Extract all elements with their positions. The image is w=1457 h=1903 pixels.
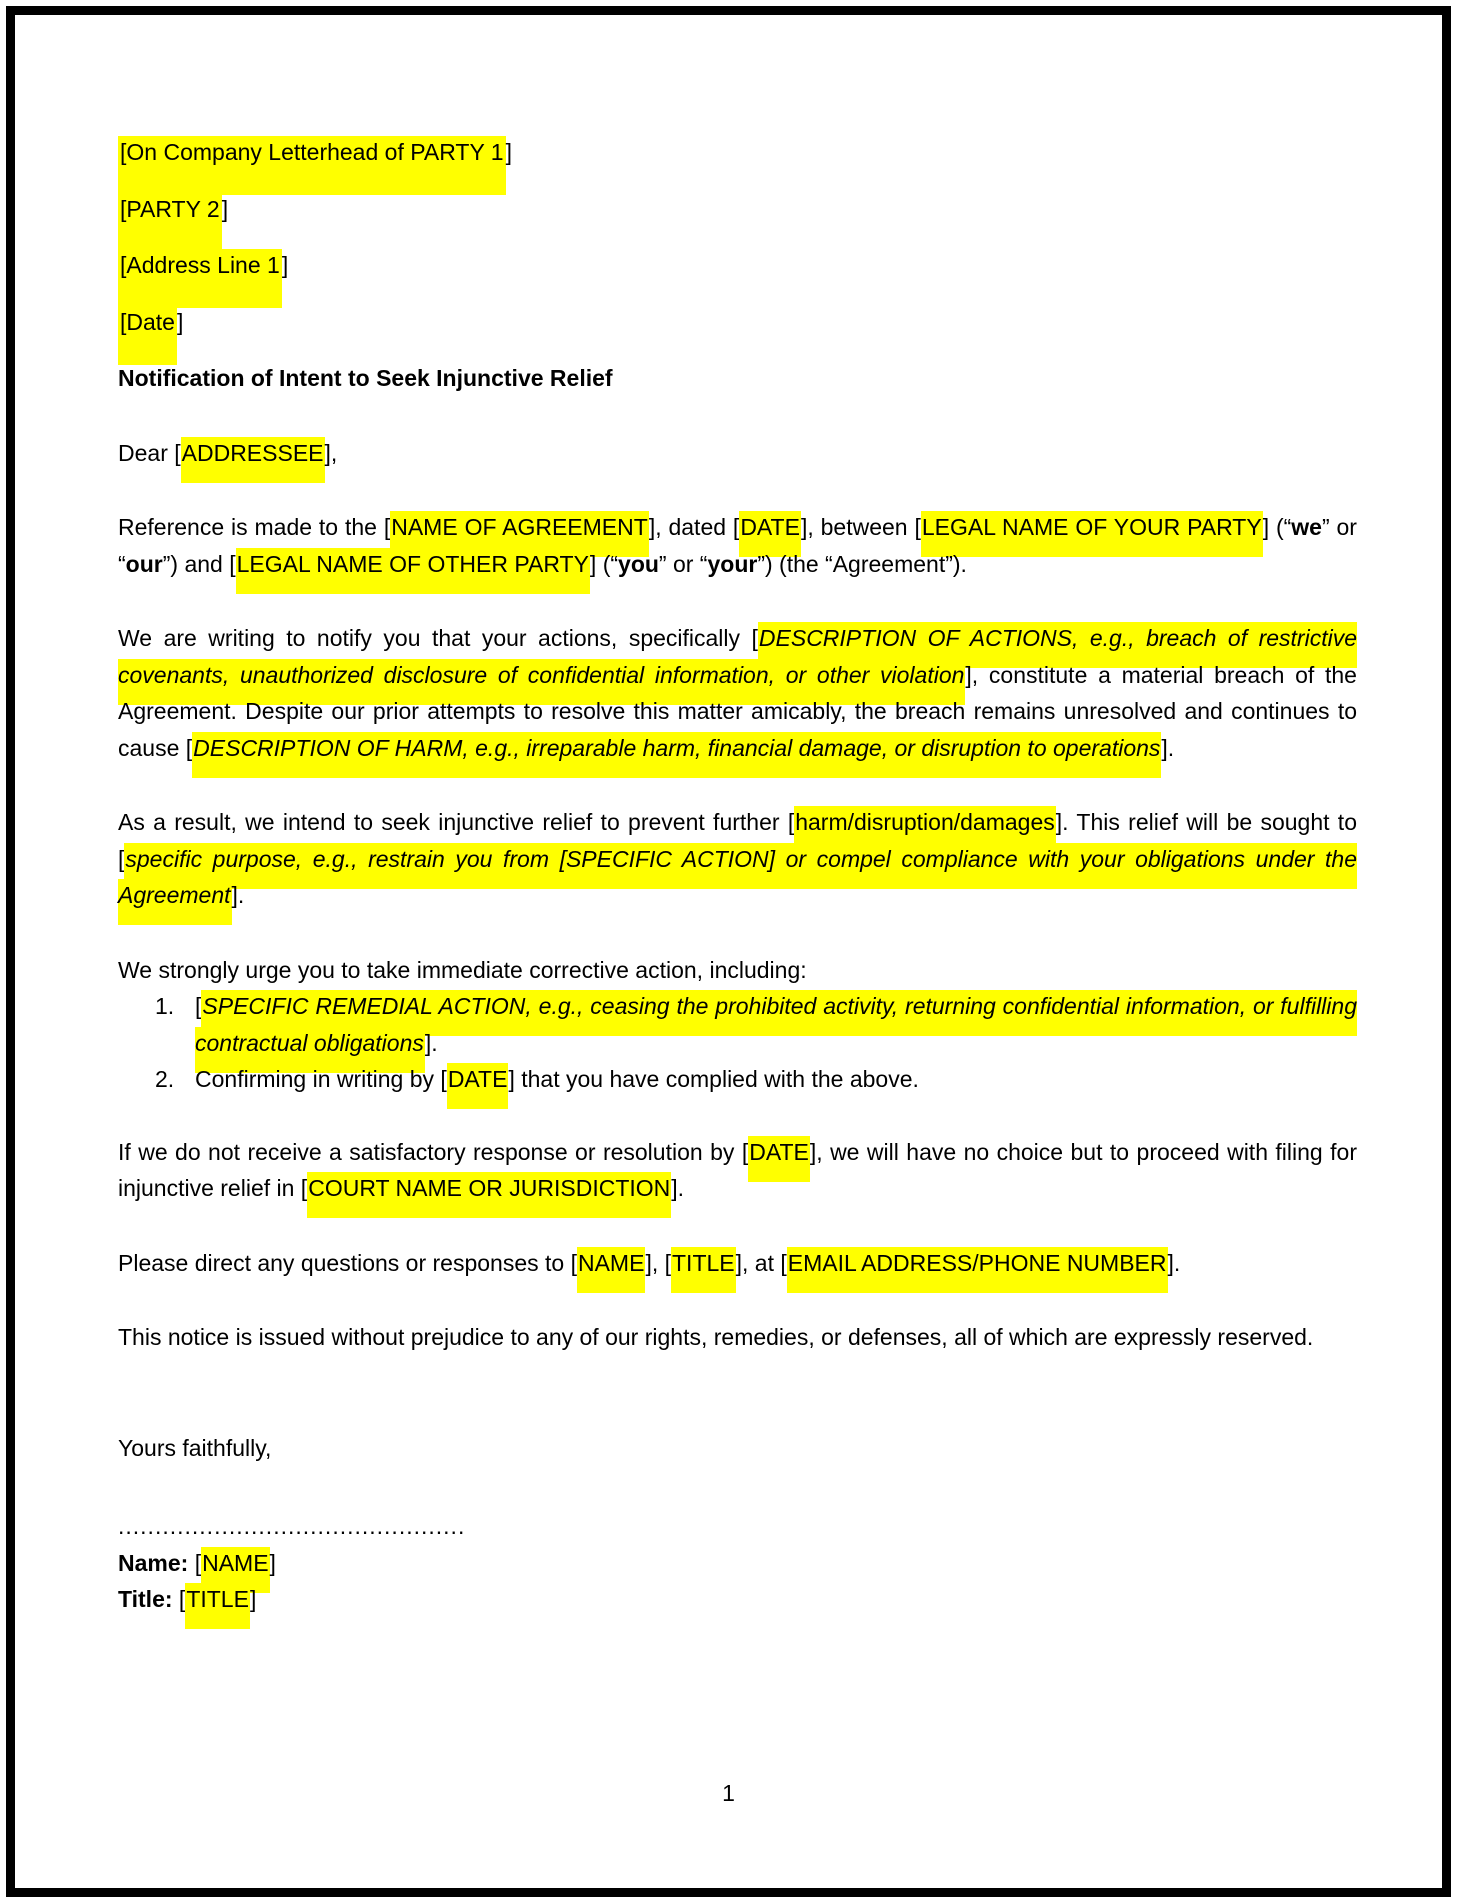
paragraph-breach: We are writing to notify you that your actions, specifically [DESCRIPTION OF ACTIONS, e.g., breach of restrictive covenants, unauthorized disclosure of confidential information, or other violation], constitute a material breach of the Agreement. Despite our prior attempts to resolve this matter amicably, the breach remains unresolved and continues to cause [DESCRIPTION OF HARM, e.g., irreparable harm, financial damage, or disruption to operations].	[118, 620, 1357, 766]
signature-title-line: Title: [TITLE]	[118, 1581, 1357, 1618]
list-item-confirm-writing	[118, 1061, 1357, 1098]
address-placeholder: [Address Line 1]	[118, 247, 1357, 284]
date-placeholder: [Date]	[118, 304, 1357, 341]
paragraph-contact: Please direct any questions or responses to [NAME], [TITLE], at [EMAIL ADDRESS/PHONE NUMBER].	[118, 1245, 1357, 1282]
list-item-remedial-action	[118, 988, 1357, 1061]
list-number: 1.	[155, 993, 175, 1019]
subject-line: Notification of Intent to Seek Injunctive Relief	[118, 365, 613, 391]
paragraph-deadline: If we do not receive a satisfactory response or resolution by [DATE], we will have no choice but to proceed with filing for injunctive relief in [COURT NAME OR JURISDICTION].	[118, 1134, 1357, 1207]
salutation: Dear [ADDRESSEE],	[118, 435, 1357, 472]
page-number: 1	[722, 1780, 735, 1806]
signature-dotted-line: ...............................................	[118, 1513, 466, 1539]
paragraph-reference: Reference is made to the [NAME OF AGREEMENT], dated [DATE], between [LEGAL NAME OF YOUR PARTY] (“we” or “our”) and [LEGAL NAME OF OTHER PARTY] (“you” or “your”) (the “Agreement”).	[118, 509, 1357, 582]
party2-placeholder: [PARTY 2]	[118, 191, 1357, 228]
letterhead-placeholder: [On Company Letterhead of PARTY 1]	[118, 134, 1357, 171]
list-item-text: [SPECIFIC REMEDIAL ACTION, e.g., ceasing the prohibited activity, returning confidential information, or fulfilling contractual obligations].	[195, 988, 1357, 1061]
signature-name-line: Name: [NAME]	[118, 1545, 1357, 1582]
list-item-text: Confirming in writing by [DATE] that you have complied with the above.	[195, 1061, 1357, 1098]
paragraph-urge: We strongly urge you to take immediate corrective action, including:	[118, 956, 807, 983]
list-number: 2.	[155, 1066, 175, 1092]
paragraph-reservation: This notice is issued without prejudice to any of our rights, remedies, or defenses, all of which are expressly reserved.	[118, 1324, 1314, 1350]
corrective-action-list	[118, 988, 1357, 1098]
letter-content	[118, 0, 1357, 1618]
paragraph-relief: As a result, we intend to seek injunctive relief to prevent further [harm/disruption/damages]. This relief will be sought to [specific purpose, e.g., restrain you from [SPECIFIC ACTION] or compel compliance with your obligations under the Agreement].	[118, 804, 1357, 914]
closing-line: Yours faithfully,	[118, 1434, 272, 1461]
